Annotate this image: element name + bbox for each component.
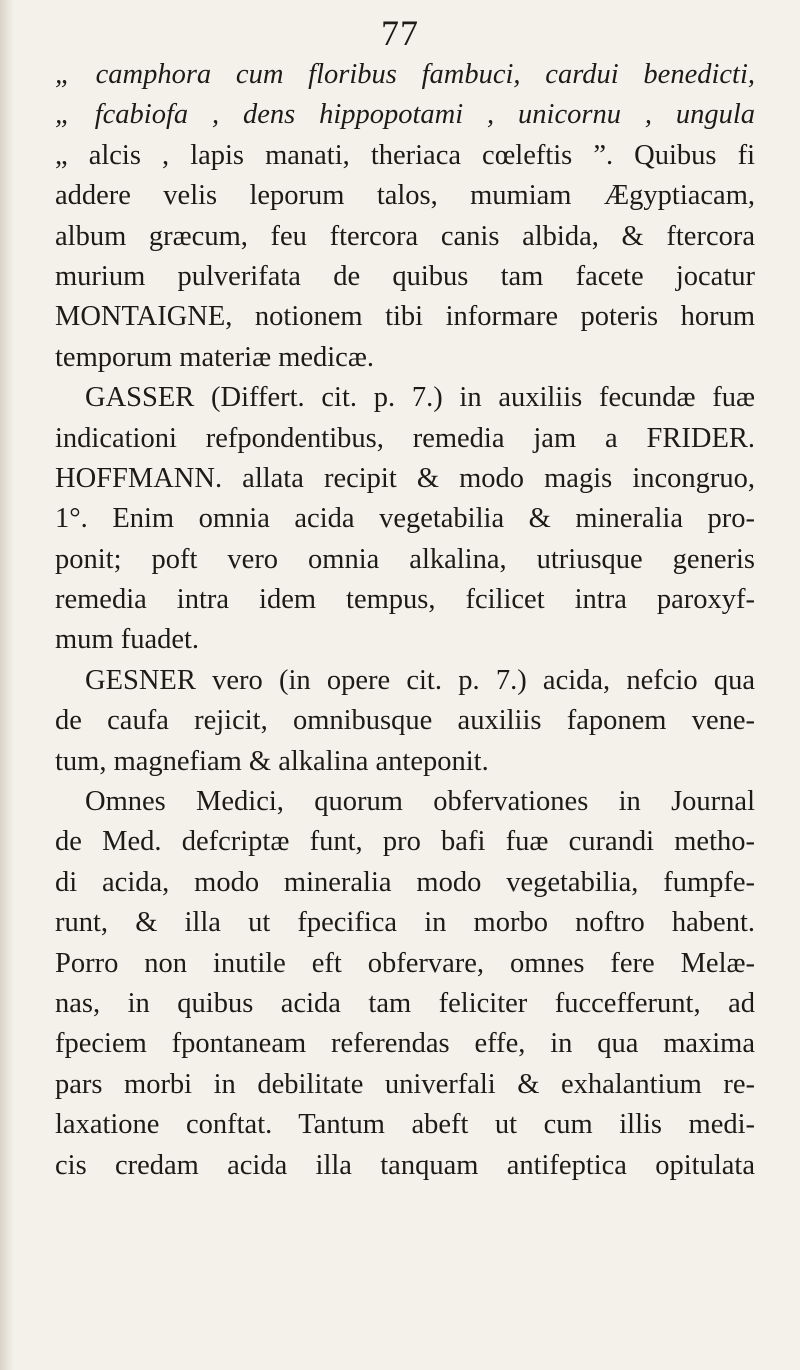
paragraph-start-line: GESNER vero (in opere cit. p. 7.) acida, nefcio qua	[85, 664, 755, 696]
text-line: pars morbi in debilitate univerfali & exhalantium re-	[55, 1068, 755, 1100]
text-line: nas, in quibus acida tam feliciter fuccefferunt, ad	[55, 987, 755, 1019]
text-line: album græcum, feu ftercora canis albida, & ftercora	[55, 220, 755, 252]
text-line: cis credam acida illa tanquam antifeptica opitulata	[55, 1149, 755, 1181]
text-line: fpeciem fpontaneam referendas effe, in qua maxima	[55, 1028, 755, 1060]
text-line: de caufa rejicit, omnibusque auxiliis faponem vene-	[55, 705, 755, 737]
text-line: „ alcis , lapis manati, theriaca cœleftis ”. Quibus fi	[55, 139, 755, 171]
text-line: „ fcabiofa , dens hippopotami , unicornu , ungula	[55, 99, 755, 131]
text-line: de Med. defcriptæ funt, pro bafi fuæ curandi metho-	[55, 826, 755, 858]
text-line: 1°. Enim omnia acida vegetabilia & mineralia pro-	[55, 503, 755, 535]
body-text	[55, 55, 755, 1186]
text-line: murium pulverifata de quibus tam facete jocatur	[55, 260, 755, 292]
text-line: temporum materiæ medicæ.	[55, 341, 374, 373]
text-line: runt, & illa ut fpecifica in morbo noftro habent.	[55, 907, 755, 939]
text-line: tum, magnefiam & alkalina anteponit.	[55, 745, 489, 777]
text-line: remedia intra idem tempus, fcilicet intra paroxyf-	[55, 584, 755, 616]
text-line: Porro non inutile eft obfervare, omnes fere Melæ-	[55, 947, 755, 979]
text-line: addere velis leporum talos, mumiam Ægyptiacam,	[55, 180, 755, 212]
text-line: di acida, modo mineralia modo vegetabilia, fumpfe-	[55, 866, 755, 898]
text-line: indicationi refpondentibus, remedia jam a FRIDER.	[55, 422, 755, 454]
gutter-shadow	[0, 0, 14, 1370]
paragraph-start-line: GASSER (Differt. cit. p. 7.) in auxiliis fecundæ fuæ	[85, 382, 755, 414]
text-line: ponit; poft vero omnia alkalina, utriusque generis	[55, 543, 755, 575]
text-line: laxatione conftat. Tantum abeft ut cum illis medi-	[55, 1109, 755, 1141]
text-line: mum fuadet.	[55, 624, 200, 656]
text-line: MONTAIGNE, notionem tibi informare poteris horum	[55, 301, 755, 333]
text-line: HOFFMANN. allata recipit & modo magis incongruo,	[55, 462, 755, 494]
text-line: „ camphora cum floribus fambuci, cardui benedicti,	[55, 59, 755, 90]
page-number: 77	[381, 13, 419, 53]
paragraph-start-line: Omnes Medici, quorum obfervationes in Journal	[85, 786, 755, 818]
